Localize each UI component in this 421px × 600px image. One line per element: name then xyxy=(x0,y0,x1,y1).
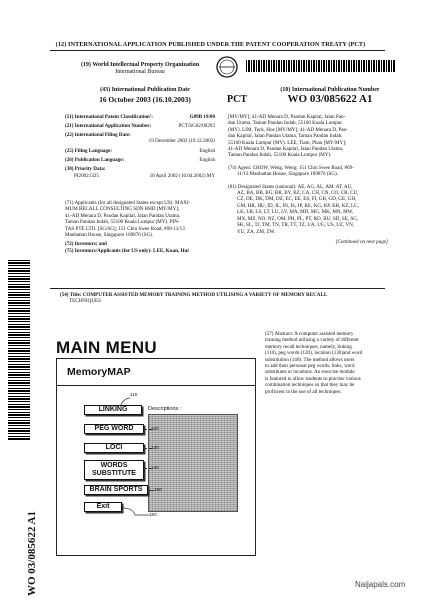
field-row xyxy=(65,138,215,144)
pub-date-value: 16 October 2003 (16.10.2003) xyxy=(99,95,191,104)
field-label: (22) International Filing Date: xyxy=(65,131,131,138)
abstract-line: (110), peg words (120), location (130)and word xyxy=(265,350,363,357)
designated-line: SK, SL, TJ, TM, TN, TR, TT, TZ, UA, UG, US, UZ, VN, xyxy=(237,222,355,229)
designated-line: MX, MZ, NO, NZ, OM, PH, PL, PT, RO, RU, SD, SE, SG, xyxy=(237,215,359,222)
title-rule xyxy=(50,288,385,289)
barcode-vertical xyxy=(8,260,30,440)
inventors-line: (72) Inventors; and xyxy=(65,241,107,248)
ref-number: 160 xyxy=(149,512,157,517)
side-number-wrap xyxy=(4,448,38,598)
ref-number: 120 xyxy=(151,426,159,431)
abstract-line: training method utilising a variety of different xyxy=(265,337,359,344)
ref-number: 130 xyxy=(151,445,159,450)
field-row xyxy=(65,123,215,129)
abstract-line: substitutes or locations. An exercise module xyxy=(265,369,355,376)
app-title: MemoryMAP xyxy=(67,366,131,378)
ref-number: 140 xyxy=(151,465,159,470)
org-name: (19) World Intellectual Property Organization xyxy=(80,62,200,68)
field-value: G09B 19/00 xyxy=(189,114,215,120)
field-label: (30) Priority Data: xyxy=(65,166,106,173)
leader-line xyxy=(121,506,151,518)
field-row xyxy=(65,114,215,120)
title-line: TECHNIQUES xyxy=(69,298,101,305)
pct-label: PCT xyxy=(227,94,247,105)
right-line: 41-AD Menara D, Pandan Kapital, Jalan Pandan Utama, xyxy=(228,146,344,153)
designated-line: LK, LR, LS, LT, LU, LV, MA, MD, MG, MK, MN, MW, xyxy=(237,209,354,216)
applicant-line: MUM RECALL CONSULTING SDN BHD [MY/MY]; xyxy=(65,206,180,213)
right-line: (MY). LIM, Teck, Hoe [MY/MY]; 41-AD Menara D, Pan- xyxy=(228,126,348,133)
barcode-top xyxy=(246,60,396,72)
ref-number: 110 xyxy=(130,392,138,397)
org-bureau: International Bureau xyxy=(115,69,165,75)
applicant-line: 41-AD Menara D, Pandan Kapital, Jalan Pandan Utama, xyxy=(65,212,181,219)
right-line: Taman Pandan Indah, 55100 Kuala Lumpur (MY). xyxy=(228,152,332,159)
applicant-line: Taman Pandan Indah, 55100 Kuala Lumpur (MY). PIN- xyxy=(65,219,180,226)
abstract-line: combination techniques so that they may be xyxy=(265,382,355,389)
main-menu-heading: MAIN MENU xyxy=(56,338,157,357)
wipo-logo xyxy=(216,56,238,78)
abstract-line: is featured to allow students to practise various xyxy=(265,375,361,382)
designated-line: CZ, DE, DK, DM, DZ, EC, EE, ES, FI, GB, GD, GE, GH, xyxy=(237,196,357,203)
applicant-line: (71) Applicants (for all designated States except US): MAXI- xyxy=(65,200,191,206)
ref-number: 150 xyxy=(154,487,162,492)
field-value: 10 April 2002 (10.04.2002) MY xyxy=(149,172,215,179)
continued-note: [Continued on next page] xyxy=(335,238,388,245)
right-line: dan Utama, Taman Pandan Indah, 55100 Kuala Lumpur xyxy=(228,120,342,127)
abstract-line: (57) Abstract: A computer assisted memory xyxy=(265,331,354,337)
side-number: WO 03/085622 A1 xyxy=(26,511,38,596)
applicant-line: TAS PTE LTD. [SG/SG]; 151 Chin Swee Road, #09-11/13 xyxy=(65,225,185,232)
header-rule xyxy=(50,50,385,51)
field-value: English xyxy=(199,157,215,164)
pub-number-label: (10) International Publication Number xyxy=(280,87,380,93)
designated-line: (81) Designated States (national): AE, AG, AL, AM, AT, AU, xyxy=(228,183,353,190)
field-value: English xyxy=(199,147,215,154)
peg-word-button[interactable]: PEG WORD xyxy=(84,424,144,434)
field-label: PI20021325 xyxy=(74,172,99,179)
descriptions-label: Descriptions : xyxy=(148,406,182,412)
field-value: 19 December 2002 (19.12.2002) xyxy=(148,138,215,145)
words-substitute-button[interactable]: WORDS SUBSTITUTE xyxy=(84,460,144,480)
field-row xyxy=(65,148,215,154)
abstract-line: proficient in the use of all techniques. xyxy=(265,388,342,395)
field-value: PCT/SG02/00293 xyxy=(178,122,215,129)
pub-number-value: WO 03/085622 A1 xyxy=(287,93,373,105)
agent-line: (74) Agent: CHOW, Weng, Weng; 151 Chin Swee Road, #09- xyxy=(228,164,354,171)
designated-line: GM, HR, HU, ID, IL, IN, IS, JP, KE, KG, KP, KR, KZ, LC, xyxy=(237,202,359,209)
linking-button[interactable]: LINKING xyxy=(84,405,142,415)
field-row xyxy=(65,157,215,163)
abstract-line: to add their personal peg words, links, word xyxy=(265,363,355,370)
pub-date-label: (43) International Publication Date xyxy=(100,87,190,93)
designated-line: YU, ZA, ZM, ZW. xyxy=(237,228,276,235)
right-line: [MY/MY]; 41-AD Menara D, Pandan Kapital, Jalan Pan- xyxy=(228,114,346,120)
brain-sports-button[interactable]: BRAIN SPORTS xyxy=(84,485,148,495)
agent-line: 11/13 Manhattan House, Singapore 169876 (SG). xyxy=(237,171,338,178)
field-label: (51) International Patent Classification⁷: xyxy=(65,114,153,120)
right-column xyxy=(228,114,388,245)
field-row xyxy=(65,173,215,179)
document-header: (12) INTERNATIONAL APPLICATION PUBLISHED UNDER THE PATENT COOPERATION TREATY (PCT) xyxy=(55,41,366,48)
applicant-line: Manhattan House, Singapore 169876 (SG). xyxy=(65,232,154,239)
invention-title xyxy=(60,292,395,305)
field-label: (25) Filing Language: xyxy=(65,147,112,154)
field-label: (21) International Application Number: xyxy=(65,122,152,129)
right-line: dan Kapital, Jalan Pandan Utama, Taman Pandan Indah, xyxy=(228,133,343,140)
loci-button[interactable]: LOCI xyxy=(84,443,144,453)
abstract-block xyxy=(265,331,395,395)
exit-button[interactable]: Exit xyxy=(84,502,122,512)
field-label: (26) Publication Language: xyxy=(65,157,125,164)
right-line: 55100 Kuala Lumpur (MY). LEE, Tiam, Phau [MY/MY]; xyxy=(228,139,347,146)
app-title-rule xyxy=(57,385,255,386)
watermark: Naijapals.com xyxy=(355,580,406,589)
abstract-line: memory recall techniques, namely, linking xyxy=(265,343,352,350)
inventors-applicants-line: (75) Inventors/Applicants (for US only): LEE, Kuan, Hui xyxy=(65,247,189,254)
title-line: (54) Title: COMPUTER ASSISTED MEMORY TRAINING METHOD UTILISING A VARIETY OF MEMORY RECALL xyxy=(60,292,328,298)
descriptions-box xyxy=(148,414,238,512)
left-fields xyxy=(65,114,215,182)
applicants-block xyxy=(65,200,215,254)
abstract-line: substitution (140). The method allows users xyxy=(265,356,355,363)
designated-line: AZ, BA, BB, BG, BR, BY, BZ, CA, CH, CN, CO, CR, CU, xyxy=(237,190,359,197)
